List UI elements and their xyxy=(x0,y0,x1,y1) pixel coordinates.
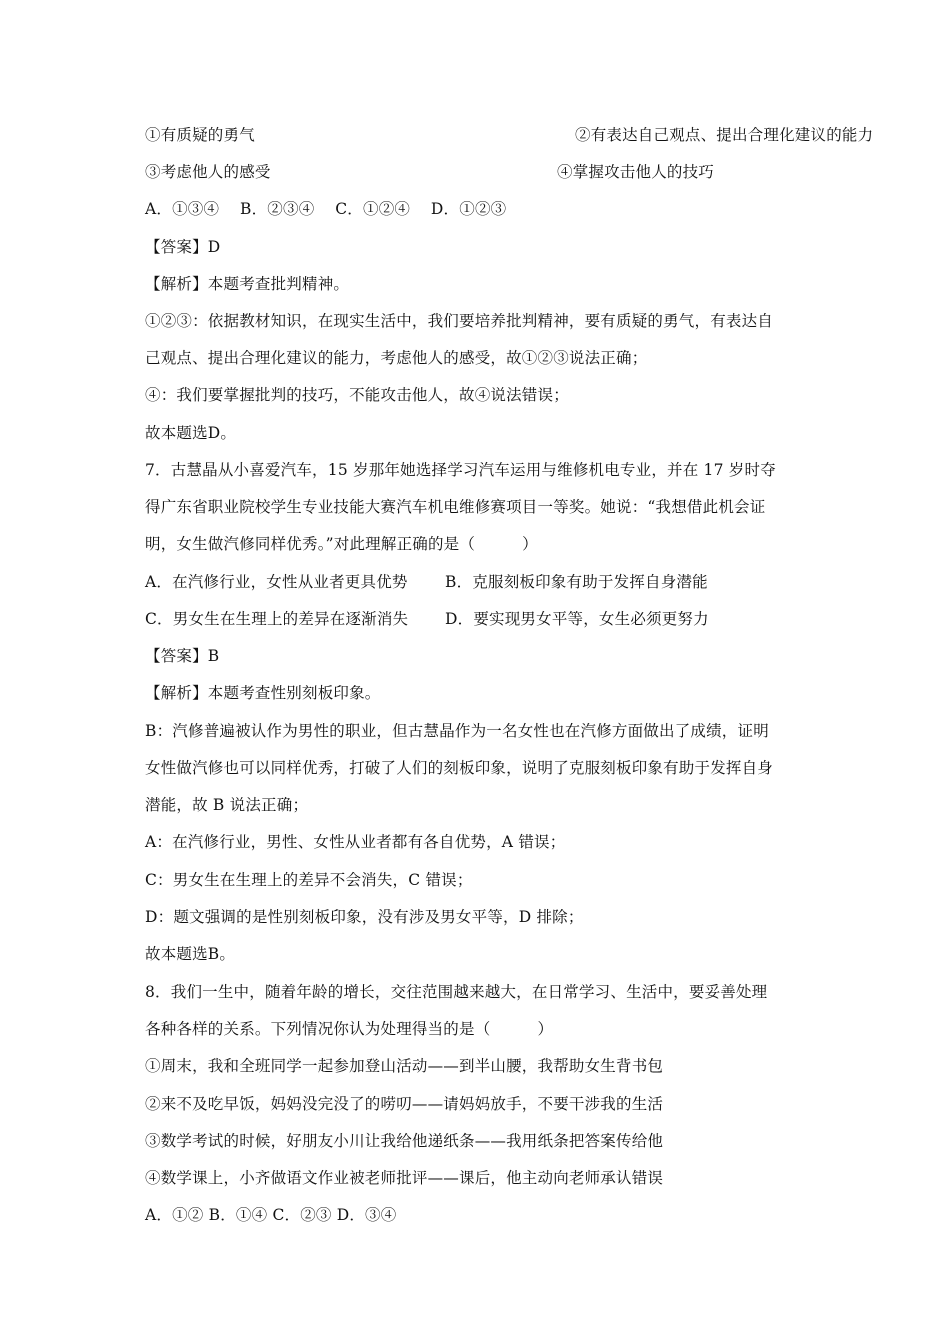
q7-explanation-b-3: 潜能，故 B 说法正确； xyxy=(145,796,309,814)
q8-choices: A．①② B．①④ C．②③ D．③④ xyxy=(145,1206,397,1224)
q7-choice-row-1 xyxy=(145,572,708,592)
q8-option-2: ②来不及吃早饭，妈妈没完没了的唠叨——请妈妈放手，不要干涉我的生活 xyxy=(145,1095,664,1113)
q6-explanation-1a: ①②③：依据教材知识，在现实生活中，我们要培养批判精神，要有质疑的勇气，有表达自 xyxy=(145,312,774,330)
q7-choice-a: A．在汽修行业，女性从业者更具优势 xyxy=(145,573,408,591)
q6-choices: A．①③④ B．②③④ C．①②④ D．①②③ xyxy=(145,200,507,218)
q7-choice-b: B．克服刻板印象有助于发挥自身潜能 xyxy=(445,573,708,591)
q7-choice-row-2 xyxy=(145,609,709,629)
q7-answer: 【答案】B xyxy=(145,647,220,665)
q6-explanation-2: ④：我们要掌握批判的技巧，不能攻击他人，故④说法错误； xyxy=(145,386,569,404)
q7-stem-3: 明，女生做汽修同样优秀。”对此理解正确的是（ ） xyxy=(145,535,538,553)
q7-choice-c: C．男女生在生理上的差异在逐渐消失 xyxy=(145,610,409,628)
q6-explanation-1b: 己观点、提出合理化建议的能力，考虑他人的感受，故①②③说法正确； xyxy=(145,349,648,367)
q6-conclusion: 故本题选D。 xyxy=(145,424,237,442)
q8-stem-2: 各种各样的关系。下列情况你认为处理得当的是（ ） xyxy=(145,1020,554,1038)
q6-option-1: ①有质疑的勇气 xyxy=(145,126,255,144)
q7-explanation-b-1: B：汽修普遍被认作为男性的职业，但古慧晶作为一名女性也在汽修方面做出了成绩，证明 xyxy=(145,722,769,740)
q6-option-3: ③考虑他人的感受 xyxy=(145,163,271,181)
q6-option-row-2 xyxy=(145,162,715,182)
q6-answer: 【答案】D xyxy=(145,238,221,256)
q7-stem-2: 得广东省职业院校学生专业技能大赛汽车机电维修赛项目一等奖。她说：“我想借此机会证 xyxy=(145,498,766,516)
q8-option-3: ③数学考试的时候，好朋友小川让我给他递纸条——我用纸条把答案传给他 xyxy=(145,1132,664,1150)
q6-option-2: ②有表达自己观点、提出合理化建议的能力 xyxy=(575,126,874,144)
q7-explanation-a: A：在汽修行业，男性、女性从业者都有各自优势，A 错误； xyxy=(145,833,566,851)
q8-stem-1: 8．我们一生中，随着年龄的增长，交往范围越来越大，在日常学习、生活中，要妥善处理 xyxy=(145,983,768,1001)
q8-option-1: ①周末，我和全班同学一起参加登山活动——到半山腰，我帮助女生背书包 xyxy=(145,1057,664,1075)
q7-explanation-b-2: 女性做汽修也可以同样优秀，打破了人们的刻板印象，说明了克服刻板印象有助于发挥自身 xyxy=(145,759,774,777)
q6-analysis: 【解析】本题考查批判精神。 xyxy=(145,275,350,293)
q8-option-4: ④数学课上，小齐做语文作业被老师批评——课后，他主动向老师承认错误 xyxy=(145,1169,664,1187)
q7-explanation-d: D：题文强调的是性别刻板印象，没有涉及男女平等，D 排除； xyxy=(145,908,584,926)
q7-analysis: 【解析】本题考查性别刻板印象。 xyxy=(145,684,381,702)
q6-option-row-1 xyxy=(145,125,874,145)
q7-conclusion: 故本题选B。 xyxy=(145,945,236,963)
q6-option-4: ④掌握攻击他人的技巧 xyxy=(557,163,715,181)
q7-stem-1: 7．古慧晶从小喜爱汽车，15 岁那年她选择学习汽车运用与维修机电专业，并在 17 岁时夺 xyxy=(145,461,776,479)
q7-explanation-c: C：男女生在生理上的差异不会消失，C 错误； xyxy=(145,871,473,889)
q7-choice-d: D．要实现男女平等，女生必须更努力 xyxy=(445,610,709,628)
